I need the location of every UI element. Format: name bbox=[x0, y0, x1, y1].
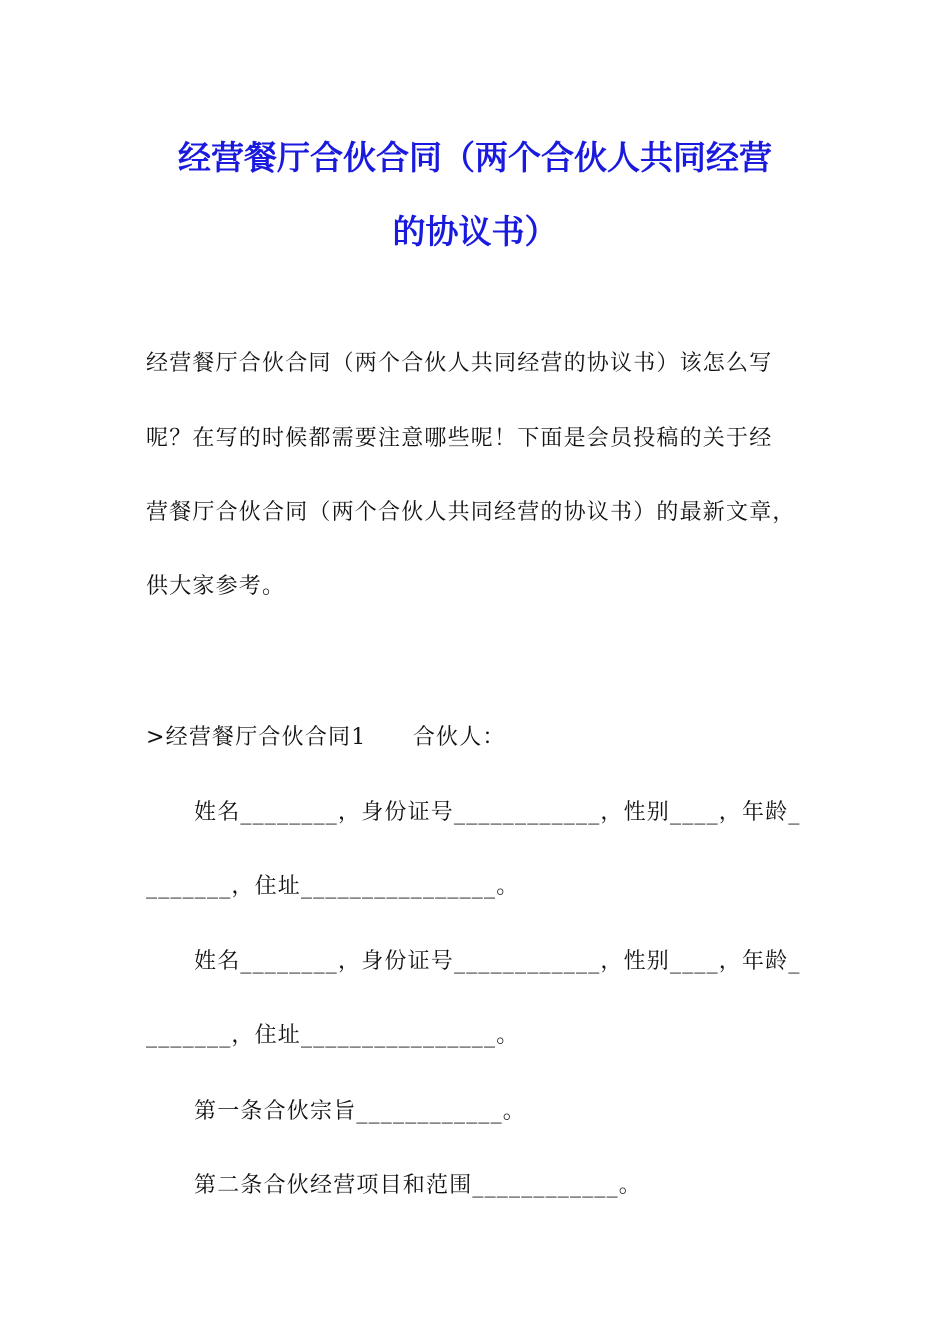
intro-line-2: 呢？在写的时候都需要注意哪些呢！下面是会员投稿的关于经 bbox=[146, 426, 773, 451]
article-2-scope: 第二条合伙经营项目和范围____________。 bbox=[194, 1173, 643, 1198]
partner-1-info-line-1: 姓名________，身份证号____________，性别____，年龄_ bbox=[194, 800, 801, 825]
partner-2-info-line-2: _______，住址________________。 bbox=[146, 1023, 520, 1048]
document-title-line-1: 经营餐厅合伙合同（两个合伙人共同经营 bbox=[178, 138, 772, 177]
partner-1-info-line-2: _______，住址________________。 bbox=[146, 874, 520, 899]
intro-line-1: 经营餐厅合伙合同（两个合伙人共同经营的协议书）该怎么写 bbox=[146, 351, 773, 376]
intro-line-4: 供大家参考。 bbox=[146, 574, 286, 599]
partner-2-info-line-1: 姓名________，身份证号____________，性别____，年龄_ bbox=[194, 949, 801, 974]
document-title-line-2: 的协议书） bbox=[392, 212, 558, 251]
intro-line-3: 营餐厅合伙合同（两个合伙人共同经营的协议书）的最新文章， bbox=[146, 500, 796, 525]
section-heading: >经营餐厅合伙合同1 合伙人： bbox=[146, 725, 506, 750]
article-1-purpose: 第一条合伙宗旨____________。 bbox=[194, 1099, 527, 1124]
